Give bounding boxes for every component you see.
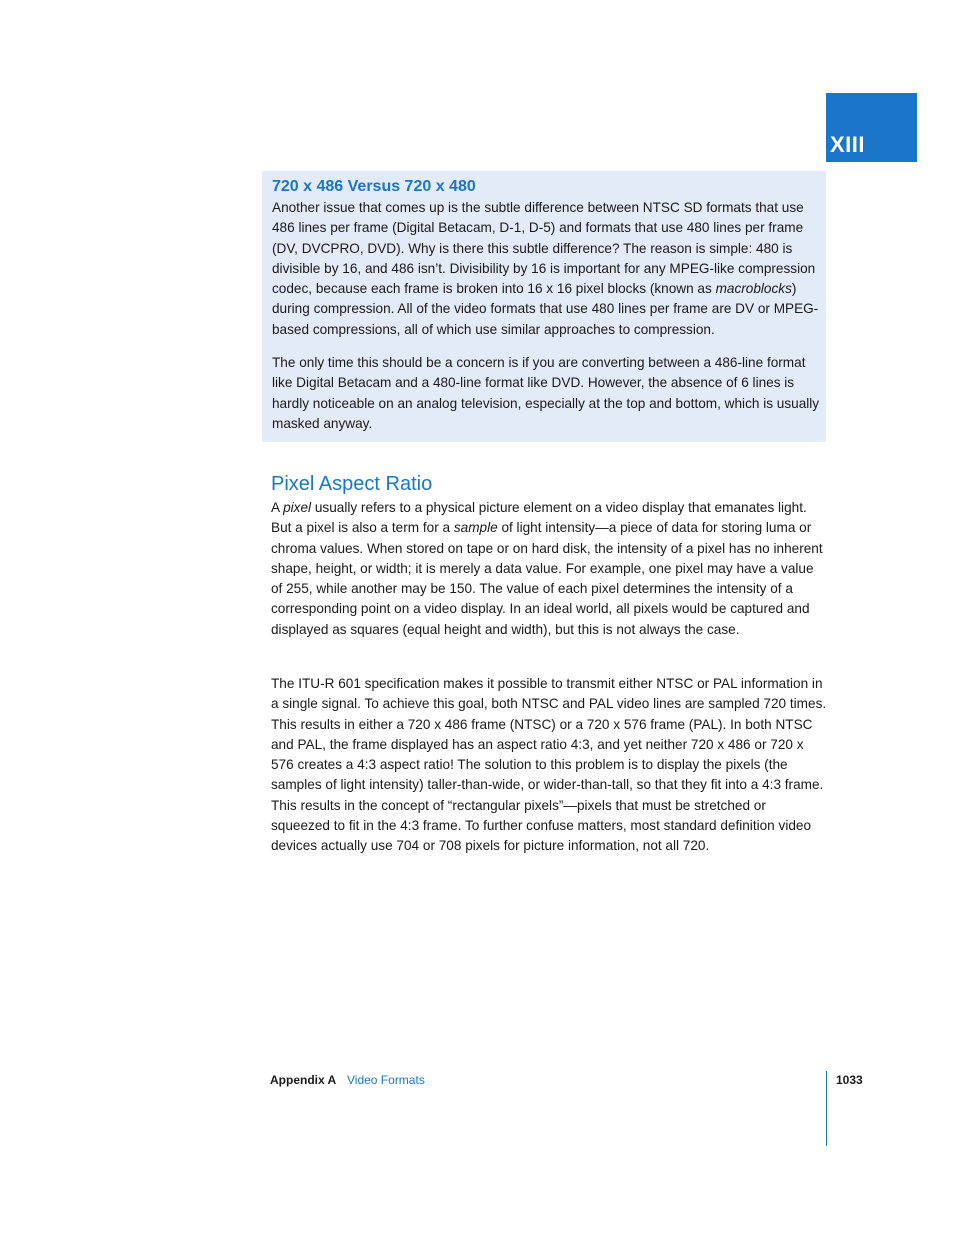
section-p1-text-c: of light intensity—a piece of data for storing luma or chroma values. When stored on tape or on hard disk, the intensity of a pixel has no inherent shape, height, or width; it is merely a data value. For example, one pixel may have a value of 255, while another may be 150. The value of each pixel determines the intensity of a corresponding point on a video display. In an ideal world, all pixels would be captured and displayed as squares (equal height and width), but this is not always the case.: [271, 520, 823, 637]
sidebar-p1-term: macroblocks: [715, 281, 792, 297]
chapter-tab: [826, 93, 917, 162]
sidebar-paragraph-1: [272, 198, 820, 340]
section-title: Pixel Aspect Ratio: [271, 473, 433, 495]
footer-appendix-label: Appendix A: [270, 1073, 337, 1087]
footer-chapter-link[interactable]: Video Formats: [347, 1073, 425, 1087]
section-paragraph-1: [271, 498, 827, 640]
section-paragraph-2: The ITU-R 601 specification makes it possible to transmit either NTSC or PAL information in a single signal. To achieve this goal, both NTSC and PAL video lines are sampled 720 times. This results in either a 720 x 486 frame (NTSC) or a 720 x 576 frame (PAL). In both NTSC and PAL, the frame displayed has an aspect ratio 4:3, and yet neither 720 x 486 or 720 x 576 creates a 4:3 aspect ratio! The solution to this problem is to display the pixels (the samples of light intensity) taller-than-wide, or wider-than-tall, so that they fit into a 4:3 frame. This results in the concept of “rectangular pixels”—pixels that must be stretched or squeezed to fit in the 4:3 frame. To further confuse matters, most standard definition video devices actually use 704 or 708 pixels for picture information, not all 720.: [271, 676, 827, 854]
footer-divider: [826, 1071, 827, 1146]
chapter-number: XIII: [830, 132, 866, 157]
section-p1-term-sample: sample: [453, 520, 498, 536]
page-number: 1033: [836, 1073, 863, 1087]
sidebar-p1-text-b: ) during compression. All of the video formats that use 480 lines per frame are DV or MPEG-based compressions, all of which use similar approaches to compression.: [272, 281, 819, 337]
section-p1-term-pixel: pixel: [283, 500, 312, 515]
section-p1-text-a: A: [271, 500, 284, 515]
sidebar-box: [262, 171, 826, 442]
section-p1-text-b: usually refers to a physical picture element on a video display that emanates light. But a pixel is also a term for a: [271, 500, 807, 536]
sidebar-paragraph-2: The only time this should be a concern is if you are converting between a 486-line format like Digital Betacam and a 480-line format like DVD. However, the absence of 6 lines is hardly noticeable on an analog television, especially at the top and bottom, which is usually masked anyway.: [272, 355, 820, 431]
sidebar-p1-text-a: Another issue that comes up is the subtle difference between NTSC SD formats that use 486 lines per frame (Digital Betacam, D-1, D-5) and formats that use 480 lines per frame (DV, DVCPRO, DVD). Why is there this subtle difference? The reason is simple: 480 is divisible by 16, and 486 isn’t. Divisibility by 16 is important for any MPEG-like compression codec, because each frame is broken into 16 x 16 pixel blocks (known as: [272, 200, 816, 297]
sidebar-title: 720 x 486 Versus 720 x 480: [272, 178, 476, 195]
